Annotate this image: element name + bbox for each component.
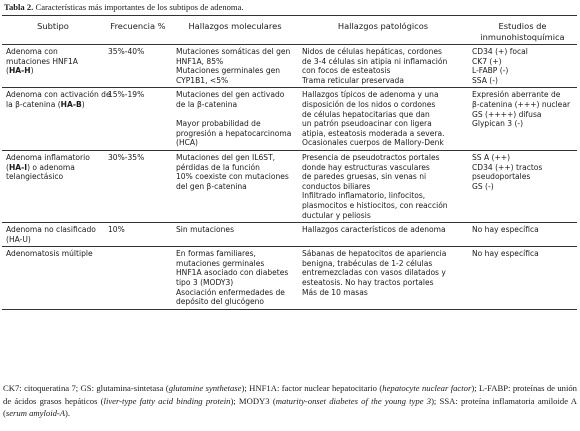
cell-subtipo bbox=[2, 88, 111, 151]
cell-line: Hallazgos típicos de adenoma y una bbox=[302, 90, 439, 100]
cell-line: progresión a hepatocarcinoma bbox=[176, 128, 292, 138]
cell-molecular bbox=[172, 88, 298, 151]
cell-line: con focos de esteatosis bbox=[302, 66, 391, 76]
cell-line: depósito del glucógeno bbox=[176, 297, 265, 307]
cell-line: donde hay estructuras vasculares bbox=[302, 162, 430, 172]
cell-molecular bbox=[172, 150, 298, 222]
cell-line: CD34 (++) tractos bbox=[472, 162, 543, 172]
cell-patologico bbox=[298, 247, 468, 310]
table-row bbox=[2, 247, 577, 310]
cell-line: No hay específica bbox=[472, 225, 539, 235]
cell-patologico bbox=[298, 88, 468, 151]
cell-subtipo bbox=[2, 45, 104, 88]
cell-line: Adenoma inflamatorio bbox=[6, 152, 90, 162]
cell-line: un patrón pseudoacinar con ligera bbox=[302, 119, 432, 129]
footnote-segment: hepatocyte nuclear factor bbox=[382, 383, 472, 393]
footnote-segment: maturity-onset diabetes of the young type 3 bbox=[275, 395, 432, 406]
cell-line: Hallazgos característicos de adenoma bbox=[302, 225, 446, 235]
cell-line: Glypican 3 (-) bbox=[472, 119, 524, 129]
cell-line: disposición de los nidos o cordones bbox=[302, 99, 436, 109]
cell-line bbox=[176, 110, 295, 120]
table-row bbox=[2, 223, 577, 247]
column-header-molecular: Hallazgos moleculares bbox=[172, 16, 298, 45]
caption-text: Características más importantes de los subtipos de adenoma. bbox=[35, 2, 244, 12]
cell-line: En formas familiares, bbox=[176, 249, 256, 259]
cell-line: pérdidas de la función bbox=[176, 162, 260, 172]
cell-molecular bbox=[172, 45, 298, 88]
footnote-segment: liver-type fatty acid binding protein bbox=[103, 395, 231, 406]
column-header-frecuencia: Frecuencia % bbox=[104, 16, 172, 45]
footnote-segment: ); L-FABP: proteínas de unión de ácidos grasos hepáticos ( bbox=[3, 383, 577, 406]
cell-line: Ocasionales cuerpos de Mallory-Denk bbox=[302, 138, 444, 148]
cell-line: Sábanas de hepatocitos de apariencia bbox=[302, 249, 447, 259]
cell-subtipo bbox=[2, 247, 104, 310]
cell-line: Trama reticular preservada bbox=[302, 75, 404, 85]
table-row bbox=[2, 150, 577, 222]
cell-line: Expresión aberrante de bbox=[472, 90, 561, 100]
cell-molecular bbox=[172, 223, 298, 247]
cell-line: tipo 3 (MODY3) bbox=[176, 278, 234, 288]
cell-line: Presencia de pseudotractos portales bbox=[302, 152, 440, 162]
cell-line: HNF1A asociado con diabetes bbox=[176, 268, 289, 278]
caption-label: Tabla 2. bbox=[4, 2, 34, 12]
footnote-segment: ). bbox=[65, 408, 71, 419]
cell-line: Mutaciones somáticas del gen bbox=[176, 47, 291, 56]
cell-line: HNF1A, 85% bbox=[176, 56, 224, 66]
cell-line: β-catenina (+++) nuclear bbox=[472, 99, 571, 109]
cell-line: (HA-I) o adenoma bbox=[6, 162, 75, 172]
cell-patologico bbox=[298, 223, 468, 247]
cell-ihq bbox=[468, 45, 577, 88]
cell-frecuencia bbox=[104, 247, 172, 310]
cell-line: Adenomatosis múltiple bbox=[6, 249, 93, 259]
column-header-ihq: Estudios de inmunohistoquímica bbox=[468, 16, 577, 45]
footnote-segment: serum amyloid-A bbox=[5, 408, 66, 419]
cell-subtipo bbox=[2, 223, 104, 247]
cell-line: Asociación enfermedades de bbox=[176, 287, 285, 297]
cell-ihq bbox=[468, 88, 577, 151]
cell-line: 10% coexiste con mutaciones bbox=[176, 172, 289, 182]
cell-line: Mutaciones germinales gen bbox=[176, 66, 281, 76]
cell-line: de células hepatocitarias que dan bbox=[302, 109, 430, 119]
cell-line: Adenoma con bbox=[6, 47, 58, 56]
cell-line: del gen β-catenina bbox=[176, 181, 247, 191]
cell-frecuencia: 35%-40% bbox=[104, 45, 172, 88]
cell-line: SS A (++) bbox=[472, 152, 511, 162]
footnote-segment: glutamine synthetase bbox=[168, 383, 242, 393]
cell-line: Sin mutaciones bbox=[176, 225, 235, 235]
cell-line: (HA-H) bbox=[6, 66, 34, 76]
cell-line: mutaciones germinales bbox=[176, 258, 265, 268]
cell-line: No hay específica bbox=[472, 249, 539, 259]
footnote-segment: ); MODY3 ( bbox=[230, 395, 276, 406]
footnote-segment: ); HNF1A: factor nuclear hepatocitario ( bbox=[241, 383, 383, 393]
cell-ihq bbox=[468, 150, 577, 222]
cell-line: benigna, trabéculas de 1-2 células bbox=[302, 258, 433, 268]
adenoma-subtypes-table bbox=[2, 15, 577, 310]
table-row bbox=[2, 45, 577, 88]
cell-line: mutaciones HNF1A bbox=[6, 56, 78, 66]
cell-line: pseudoportales bbox=[472, 172, 531, 182]
column-header-subtipo: Subtipo bbox=[2, 16, 104, 45]
cell-line: ductular y peliosis bbox=[302, 210, 371, 220]
cell-line: SSA (-) bbox=[472, 75, 498, 85]
table-row bbox=[2, 88, 577, 151]
column-header-patologico: Hallazgos patológicos bbox=[298, 16, 468, 45]
table-body bbox=[2, 45, 577, 310]
cell-line: conductos biliares bbox=[302, 181, 371, 191]
cell-line: Adenoma con activación de bbox=[6, 90, 111, 100]
cell-line: Más de 10 masas bbox=[302, 287, 368, 297]
cell-line: GS (++++) difusa bbox=[472, 109, 542, 119]
cell-line: entremezcladas con vasos dilatados y bbox=[302, 268, 446, 278]
footnote-segment: ); SSA: proteína inflamatoria amiloide A ( bbox=[3, 395, 577, 419]
cell-line: CK7 (+) bbox=[472, 56, 502, 66]
table-footnote bbox=[3, 382, 577, 420]
cell-patologico bbox=[298, 150, 468, 222]
cell-line: Nidos de células hepáticas, cordones bbox=[302, 47, 442, 56]
cell-frecuencia: 15%-19% bbox=[104, 88, 172, 151]
cell-line: Mutaciones del gen IL6ST, bbox=[176, 152, 276, 162]
cell-line: atipia, esteatosis moderada a severa. bbox=[302, 128, 445, 138]
footnote-segment: CK7: citoqueratina 7; GS: glutamina-sintetasa ( bbox=[3, 383, 169, 393]
cell-line: Adenoma no clasificado bbox=[6, 225, 96, 235]
table-caption bbox=[4, 2, 244, 12]
table-header-row bbox=[2, 16, 577, 45]
cell-line: plasmocitos e histiocitos, con reacción bbox=[302, 200, 448, 210]
cell-line: telangiectásico bbox=[6, 172, 64, 182]
cell-line: la β-catenina (HA-B) bbox=[6, 99, 85, 109]
cell-line: (HA-U) bbox=[6, 234, 31, 244]
cell-line: GS (-) bbox=[472, 181, 494, 191]
cell-line: Infiltrado inflamatorio, linfocitos, bbox=[302, 191, 426, 201]
cell-line: de paredes gruesas, sin venas ni bbox=[302, 172, 427, 182]
cell-ihq bbox=[468, 223, 577, 247]
cell-line: de la β-catenina bbox=[176, 99, 238, 109]
cell-ihq bbox=[468, 247, 577, 310]
cell-subtipo bbox=[2, 150, 104, 222]
cell-line: L-FABP (-) bbox=[472, 66, 509, 76]
cell-line: CD34 (+) focal bbox=[472, 47, 528, 56]
cell-line: de 3-4 células sin atipia ni inflamación bbox=[302, 56, 448, 66]
cell-patologico bbox=[298, 45, 468, 88]
cell-line: Mutaciones del gen activado bbox=[176, 90, 285, 100]
cell-molecular bbox=[172, 247, 298, 310]
cell-frecuencia: 10% bbox=[104, 223, 172, 247]
cell-line: (HCA) bbox=[176, 138, 198, 148]
cell-line: CYP1B1, <5% bbox=[176, 75, 229, 85]
cell-line: Mayor probabilidad de bbox=[176, 119, 261, 129]
cell-frecuencia: 30%-35% bbox=[104, 150, 172, 222]
cell-line: esteatosis. No hay tractos portales bbox=[302, 278, 434, 288]
